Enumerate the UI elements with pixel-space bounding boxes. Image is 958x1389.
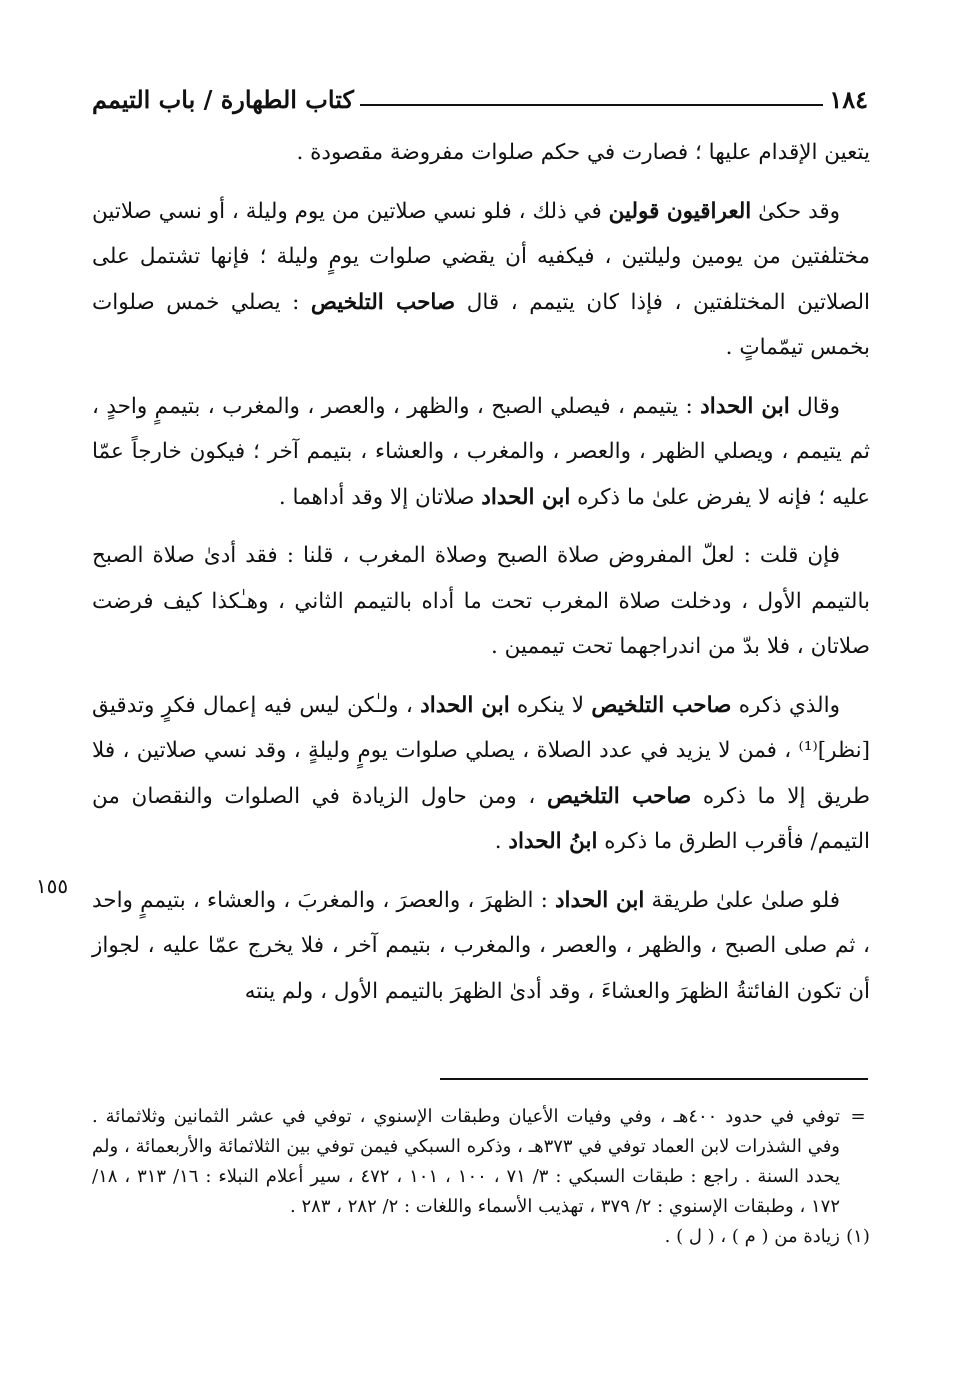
text-run: وقال [789,393,840,419]
running-header [92,82,868,116]
text-run: فلو صلىٰ علىٰ طريقة [644,887,840,913]
text-run: يتعين الإقدام عليها ؛ فصارت في حكم صلوات مفروضة مقصودة . [296,140,870,165]
text-run: . [494,829,509,854]
main-text [92,130,870,1027]
bold-name-text: ابن الحداد [554,887,645,913]
footnote-text: زيادة من ( م ) ، ( ل ) . [664,1226,840,1247]
bold-name-text: العراقيون قولين [608,198,752,224]
paragraph [92,878,870,1015]
paragraph [92,533,870,670]
text-run: : يتيمم ، فيصلي الصبح ، والظهر ، والعصر ، والمغرب ، بتيممٍ واحدٍ ، ثم يتيمم ، ويصلي الظهر ، والعصر ، والمغرب ، والعشاء ، بتيمم آخر ؛ فيكون خارجاً عمّا عليه ؛ فإنه لا يفرض علىٰ ما ذكره [92,393,870,510]
chapter-title: كتاب الطهارة / باب التيمم [92,84,354,114]
text-run: : الظهرَ ، والعصرَ ، والمغربَ ، والعشاء ، بتيممٍ واحد ، ثم صلى الصبح ، والظهر ، والعصر ، والمغرب ، بتيمم آخر ، فلا يخرج عمّا عليه ، لجواز أن تكون الفائتةُ الظهرَ والعشاءَ ، وقد أدىٰ الظهرَ بالتيمم الأول ، ولم ينته [92,887,870,1004]
bold-name-text: صاحب التلخيص [310,289,456,315]
manuscript-folio-number: ١٥٥ [35,874,69,898]
text-run: ، ومن حاول الزيادة في الصلوات والنقصان من التيمم/ فأقرب الطرق ما ذكره [92,783,870,854]
paragraph [92,130,870,176]
text-run: في ذلك ، فلو نسي صلاتين من يوم وليلة ، أو نسي صلاتين مختلفتين من يومين وليلتين ، فيكفيه أن يقضي صلوات يومٍ وليلة ؛ فإنها تشتمل على الصلاتين المختلفتين ، فإذا كان يتيمم ، قال [92,198,870,315]
bold-name-text: ابن الحداد [481,484,571,510]
text-run: ، ولـٰكن ليس فيه إعمال فكرٍ وتدقيق [نظر]⁽¹⁾ ، فمن لا يزيد في عدد الصلاة ، يصلي صلوات يومٍ وليلةٍ ، وقد نسي صلاتين ، فلا طريق إلا ما ذكره [92,692,870,809]
bold-name-text: صاحب التلخيص [591,692,732,718]
footnote-separator [440,1078,868,1080]
footnote-mark: = [850,1106,866,1127]
paragraph [92,683,870,865]
footnote-text: توفي في حدود ٤٠٠هـ ، وفي وفيات الأعيان وطبقات الإسنوي ، توفي في عشر الثمانين وثلاثمائة . وفي الشذرات لابن العماد توفي في ٣٧٣هـ ، وذكره السبكي فيمن توفي بين الثلاثمائة والأربعمائة ، ولم يحدد السنة . راجع : طبقات السبكي : ٣/ ٧١ ، ١٠٠ ، ١٠١ ، ٤٧٢ ، سير أعلام النبلاء : ١٦/ ٣١٣ ، ١٨/ ١٧٢ ، وطبقات الإسنوي : ٢/ ٣٧٩ ، تهذيب الأسماء واللغات : ٢/ ٢٨٢ ، ٢٨٣ . [92,1106,840,1217]
text-run: : يصلي خمس صلوات بخمس تيمّماتٍ . [92,289,870,360]
bold-name-text: صاحب التلخيص [546,783,692,809]
bold-name-text: ابنُ الحداد [508,829,598,854]
text-run: والذي ذكره [731,692,840,718]
footnote [92,1222,870,1252]
page-number: ١٨٤ [829,84,868,114]
text-run: لا ينكره [509,692,592,718]
bold-name-text: ابن الحداد [700,393,790,419]
footnotes [92,1102,870,1252]
footnote [92,1102,870,1222]
text-run: صلاتان إلا وقد أداهما . [278,484,482,510]
paragraph [92,189,870,371]
text-run: وقد حكىٰ [751,198,841,224]
bold-name-text: ابن الحداد [420,692,510,718]
header-rule [360,104,823,106]
paragraph [92,384,870,521]
footnote-mark: (١) [846,1226,870,1247]
text-run: فإن قلت : لعلّ المفروض صلاة الصبح وصلاة المغرب ، قلنا : فقد أدىٰ صلاة الصبح بالتيمم الأول ، ودخلت صلاة المغرب تحت ما أداه بالتيمم الثاني ، وهـٰكذا كيف فرضت صلاتان ، فلا بدّ من اندراجهما تحت تيممين . [92,543,870,659]
